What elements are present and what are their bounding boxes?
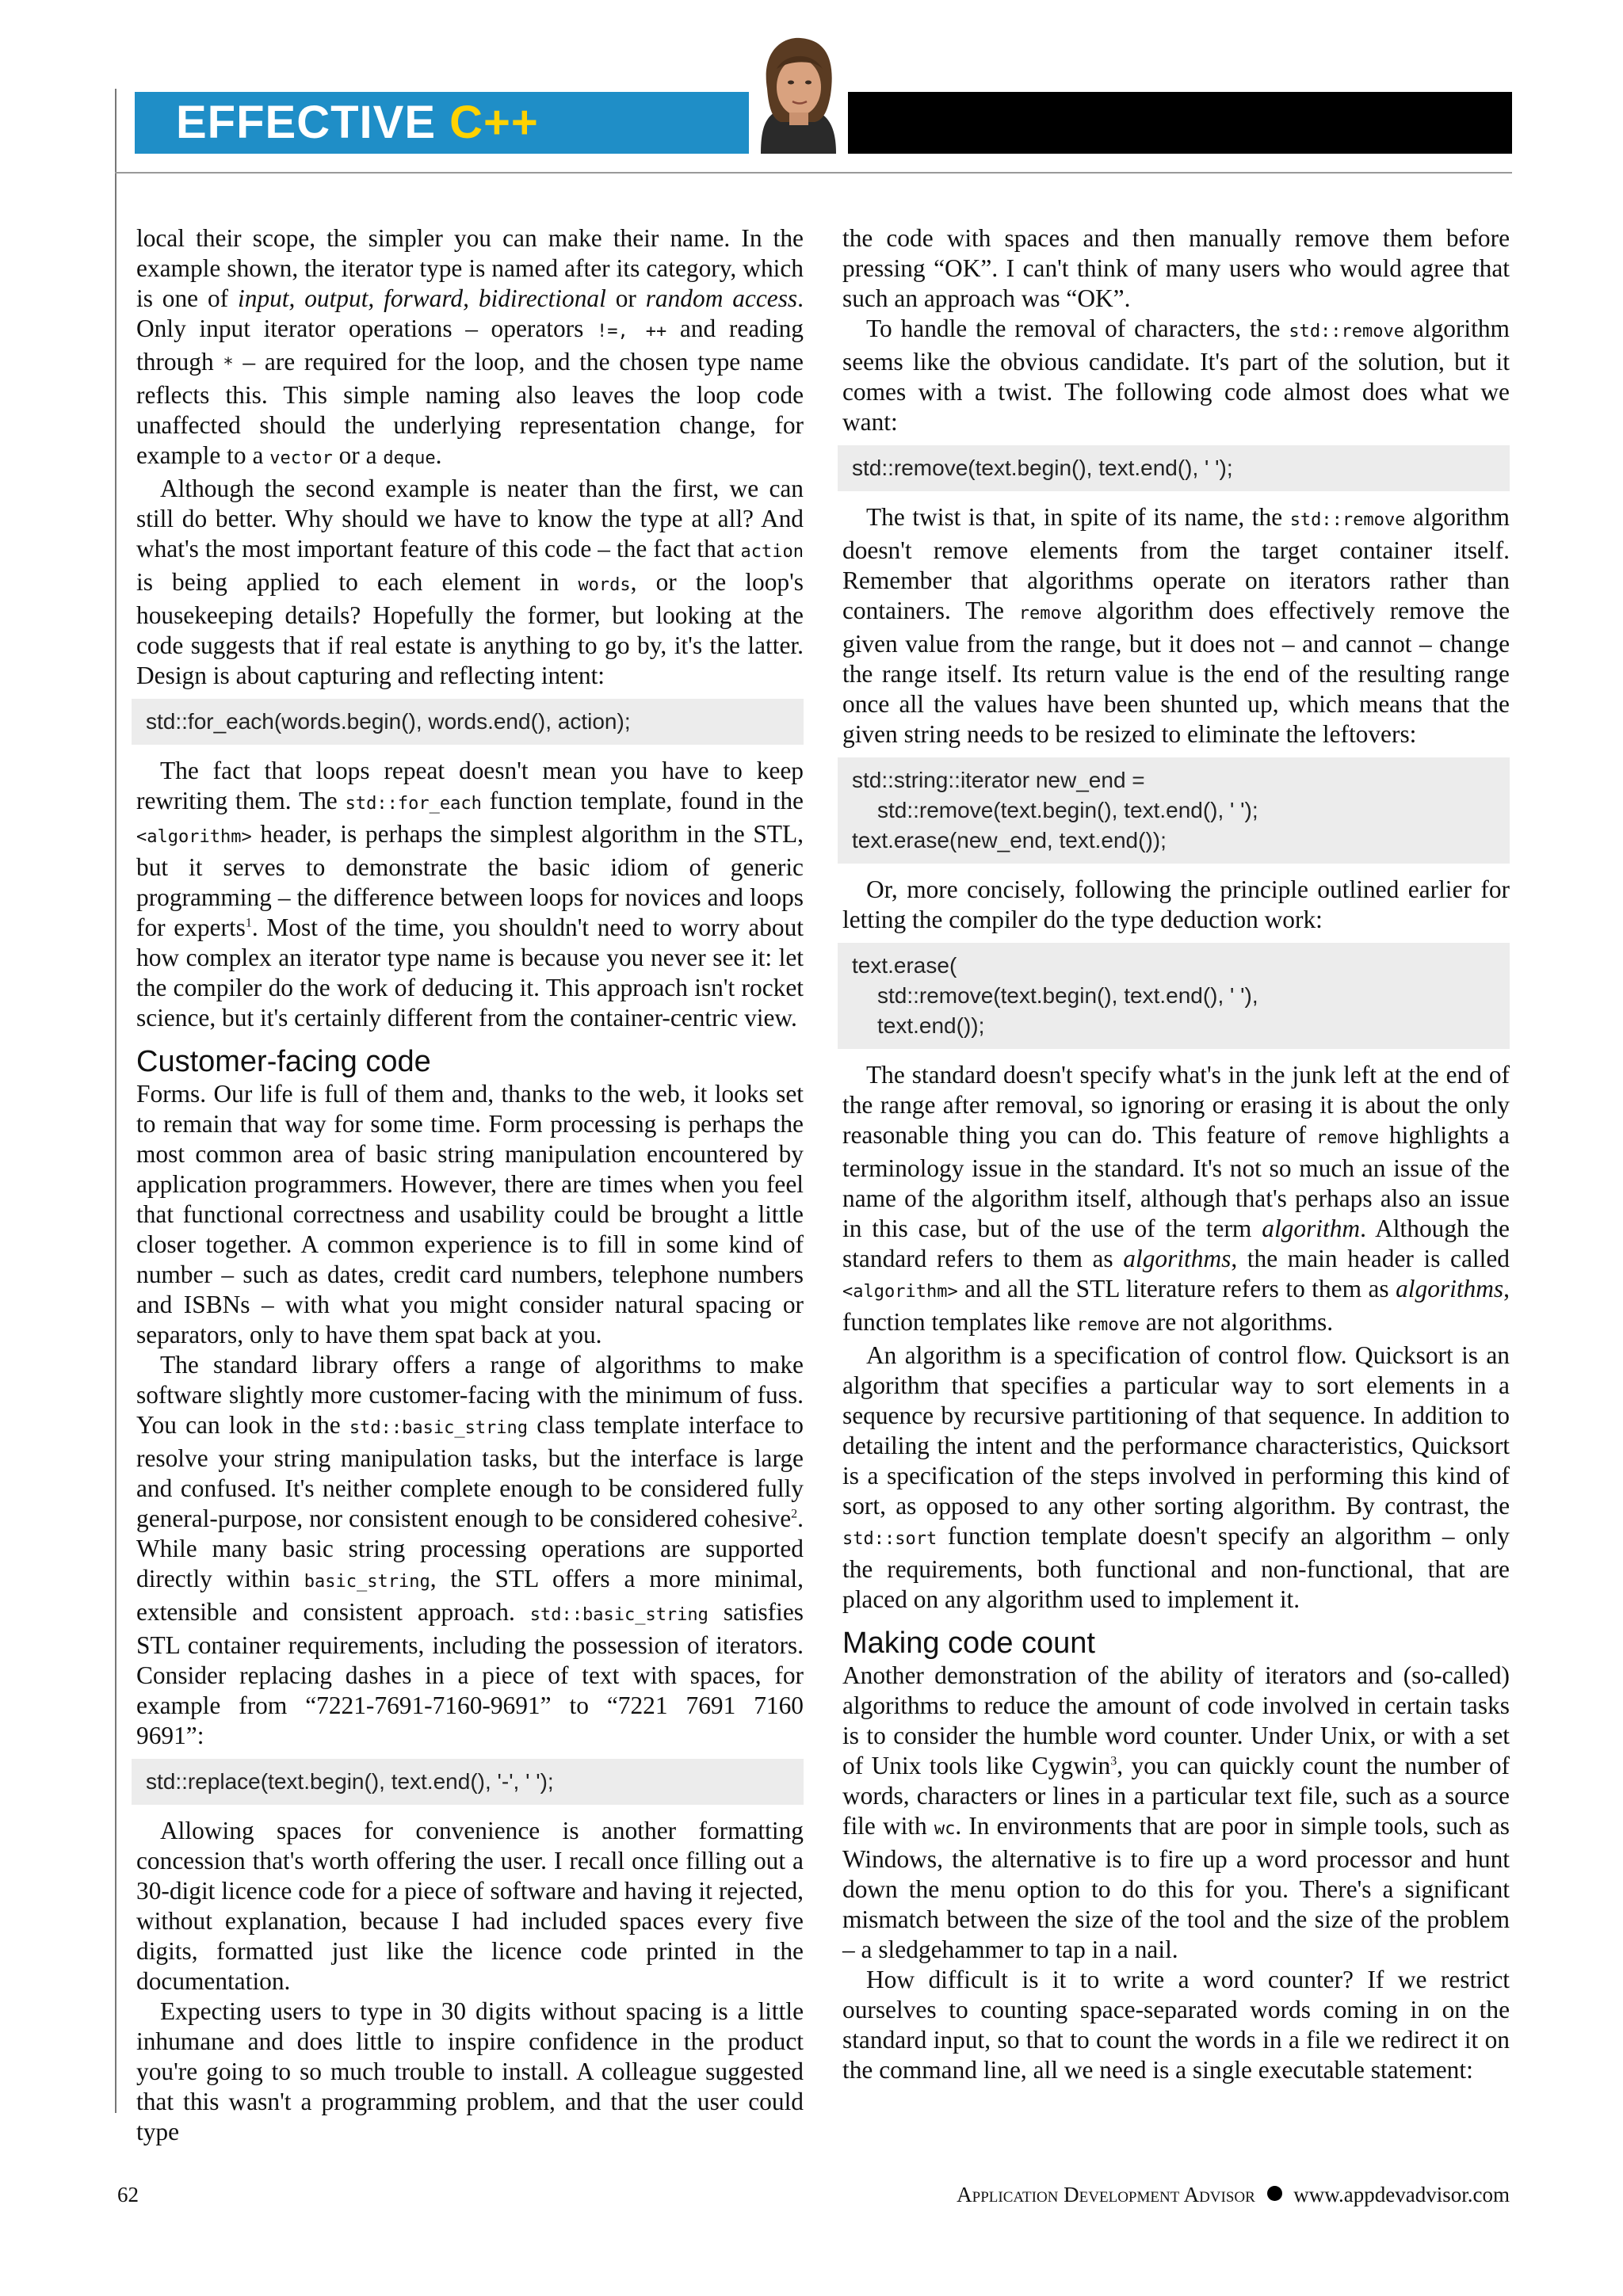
code-block <box>838 943 1510 1049</box>
header-rule <box>115 172 1512 174</box>
code-line: text.erase(new_end, text.end()); <box>852 828 1167 852</box>
column-title-main: EFFECTIVE <box>176 97 437 148</box>
paragraph: the code with spaces and then manually remove them before pressing “OK”. I can't think of many users who would agree that such an approach was “OK”. <box>842 224 1510 312</box>
code-block <box>132 1759 804 1805</box>
banner-black-bar <box>848 92 1512 154</box>
column-title-accent: C++ <box>449 97 539 148</box>
footnote-ref: 2 <box>791 1507 798 1521</box>
code-line: std::remove(text.begin(), text.end(), ' '); <box>852 456 1233 480</box>
paragraph: To handle the removal of characters, the std::remove algorithm seems like the obvious candidate. It's part of the solution, but it comes with a twist. The following code almost does what we want: <box>842 315 1510 436</box>
paragraph: Forms. Our life is full of them and, thanks to the web, it looks set to remain that way for some time. Form processing is perhaps the most common area of basic string manipulation encountered by application programmers. However, there are times when you feel that functional correctness and usability could be brought a little closer together. A common experience is to fill in some kind of number – such as dates, credit card numbers, telephone numbers and ISBNs – with what you might consider natural spacing or separators, only to have them spat back at you. <box>136 1080 804 1348</box>
paragraph: The fact that loops repeat doesn't mean you have to keep rewriting them. The std::for_each function template, found in the <algorithm> header, is perhaps the simplest algorithm in the STL, but it serves to demonstrate the basic idiom of generic programming – the difference between loops for novices and loops for experts$^1$. Most of the time, you shouldn't need to worry about how complex an iterator type name is because you never see it: let the compiler do the work of deducing it. This approach isn't rocket science, but it's certainly different from the container-centric view. <box>136 757 804 1032</box>
paragraph: The standard doesn't specify what's in the junk left at the end of the range after removal, so ignoring or erasing it is about the only reasonable thing you can do. This feature of remove highlights a terminology issue in the standard. It's not so much an issue of the name of the algorithm itself, although that's perhaps also an issue in this case, but of the use of the term algorithm. Although the standard refers to them as algorithms, the main header is called <algorithm> and all the STL literature refers to them as algorithms, function templates like remove are not algorithms. <box>842 1061 1510 1336</box>
left-margin-rule <box>115 89 116 2113</box>
code-line: std::string::iterator new_end = <box>852 768 1145 792</box>
paragraph: Expecting users to type in 30 digits without spacing is a little inhumane and does little to inspire confidence in the product you're going to so much trouble to install. A colleague suggested that this wasn't a programming problem, and that the user could type <box>136 1997 804 2145</box>
left-column <box>136 223 804 2147</box>
column-title <box>176 97 539 149</box>
code-block <box>132 699 804 745</box>
publication-name: Application Development Advisor <box>957 2183 1255 2206</box>
code-line: std::replace(text.begin(), text.end(), '-', ' '); <box>146 1769 554 1794</box>
code-block <box>838 445 1510 491</box>
footnote-ref: 1 <box>245 916 252 930</box>
code-line: text.end()); <box>877 1013 985 1038</box>
code-line: std::remove(text.begin(), text.end(), ' '); <box>877 798 1258 822</box>
code-line: text.erase( <box>852 953 957 978</box>
bullet-dot-icon <box>1267 2186 1282 2201</box>
publication-url[interactable]: www.appdevadvisor.com <box>1293 2183 1510 2206</box>
paragraph: Allowing spaces for convenience is another formatting concession that's worth offering the user. I recall once filling out a 30-digit licence code for a piece of software and having it rejected, without explanation, because I had included spaces every five digits, formatted just like the licence code printed in the documentation. <box>136 1817 804 1995</box>
section-heading: Making code count <box>842 1627 1095 1660</box>
paragraph: How difficult is it to write a word counter? If we restrict ourselves to counting space-separated words coming in on the standard input, so that to count the words in a file we redirect it on the command line, all we need is a single executable statement: <box>842 1966 1510 2084</box>
paragraph: The standard library offers a range of algorithms to make software slightly more customer-facing with the minimum of fuss. You can look in the std::basic_string class template interface to resolve your string manipulation tasks, but the interface is large and confused. It's neither complete enough to be considered fully general-purpose, nor consistent enough to be considered cohesive$^2$. While many basic string processing operations are supported directly within basic_string, the STL offers a more minimal, extensible and consistent approach. std::basic_string satisfies STL container requirements, including the possession of iterators. Consider replacing dashes in a piece of text with spaces, for example from “7221-7691-7160-9691” to “7221 7691 7160 9691”: <box>136 1351 804 1749</box>
paragraph: The twist is that, in spite of its name, the std::remove algorithm doesn't remove elements from the target container itself. Remember that algorithms operate on iterators rather than containers. The remove algorithm does effectively remove the given value from the range, but it does not – and cannot – change the range itself. Its return value is the end of the resulting range once all the values have been shunted up, which means that the given string needs to be resized to eliminate the leftovers: <box>842 503 1510 748</box>
section-heading: Customer-facing code <box>136 1045 431 1078</box>
author-portrait <box>737 33 856 154</box>
code-line: std::remove(text.begin(), text.end(), ' '), <box>877 983 1258 1008</box>
code-block <box>838 757 1510 864</box>
footer-publication <box>957 2183 1510 2207</box>
footnote-ref: 3 <box>1110 1754 1117 1768</box>
paragraph: Another demonstration of the ability of iterators and (so-called) algorithms to reduce the amount of code involved in certain tasks is to consider the humble word counter. Under Unix, or with a set of Unix tools like Cygwin$^3$, you can quickly count the number of words, characters or lines in a particular text file, such as a source file with wc. In environments that are poor in simple tools, such as Windows, the alternative is to fire up a word processor and hunt down the menu option to do this for you. There's a significant mismatch between the size of the tool and the size of the problem – a sledgehammer to tap in a nail. <box>842 1661 1510 1963</box>
paragraph: local their scope, the simpler you can make their name. In the example shown, the iterator type is named after its category, which is one of input, output, forward, bidirectional or random access. Only input iterator operations – operators !=, ++ and reading through * – are required for the loop, and the chosen type name reflects this. This simple naming also leaves the loop code unaffected should the underlying representation change, for example to a vector or a deque. <box>136 224 804 469</box>
right-column <box>842 223 1510 2085</box>
paragraph: Or, more concisely, following the principle outlined earlier for letting the compiler do the type deduction work: <box>842 875 1510 933</box>
paragraph: An algorithm is a specification of control flow. Quicksort is an algorithm that specifies a particular way to sort elements in a sequence by recursive partitioning of that sequence. In addition to detailing the intent and the performance characteristics, Quicksort is a specification of the steps involved in performing this kind of sort, as opposed to any other sorting algorithm. By contrast, the std::sort function template doesn't specify an algorithm – only the requirements, both functional and non-functional, that are placed on any algorithm used to implement it. <box>842 1341 1510 1613</box>
page-number: 62 <box>117 2183 139 2206</box>
code-line: std::for_each(words.begin(), words.end(), action); <box>146 709 631 734</box>
paragraph: Although the second example is neater than the first, we can still do better. Why should we have to know the type at all? And what's the most important feature of this code – the fact that action is being applied to each element in words, or the loop's housekeeping details? Hopefully the former, but looking at the code suggests that if real estate is anything to go by, it's the latter. Design is about capturing and reflecting intent: <box>136 475 804 689</box>
